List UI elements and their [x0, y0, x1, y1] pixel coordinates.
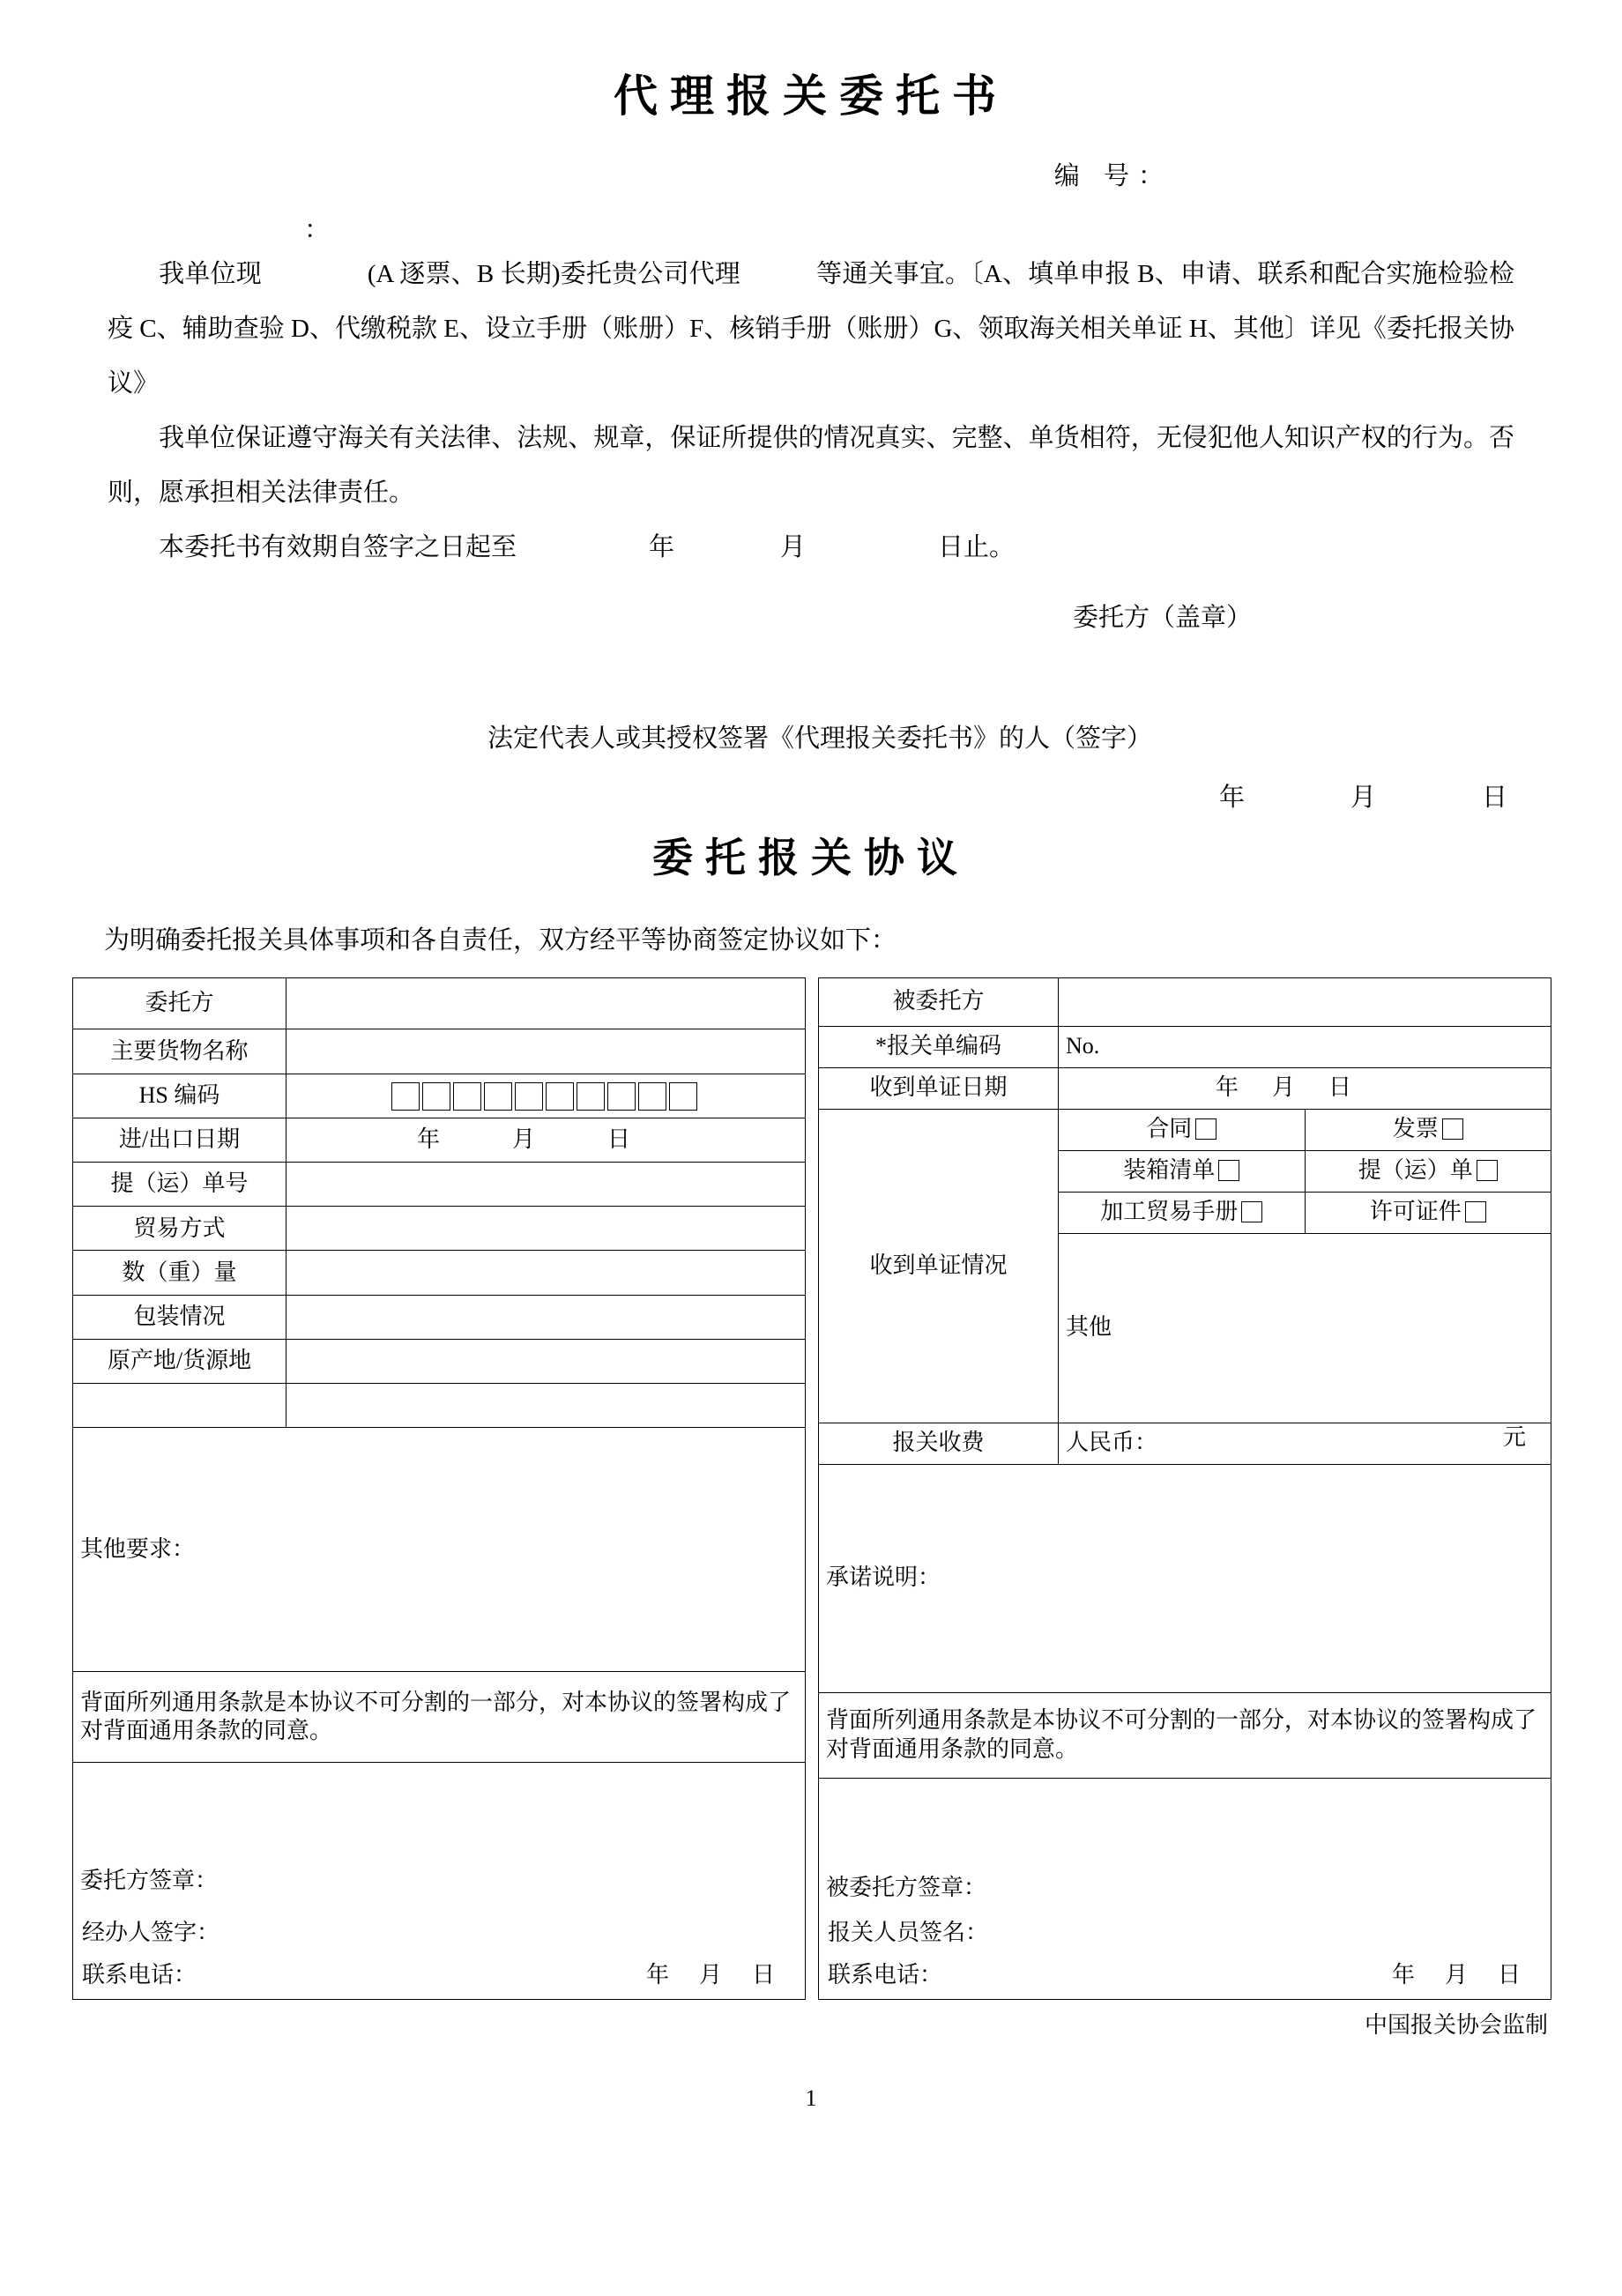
doc-invoice[interactable] — [1305, 1109, 1551, 1150]
agreement-intro: 为明确委托报关具体事项和各自责任，双方经平等协商签定协议如下： — [104, 925, 897, 955]
paragraph-2 — [108, 411, 1514, 520]
doc-license-label: 许可证件 — [1369, 1199, 1462, 1225]
legal-representative-signature-label: 法定代表人或其授权签署《代理报关委托书》的人（签字） — [487, 724, 1152, 753]
table-row — [73, 1118, 806, 1162]
entrusted-signature-cell[interactable] — [819, 1778, 1551, 1999]
row-label-packing: 包装情况 — [73, 1295, 286, 1339]
body-paragraphs — [0, 247, 1622, 575]
para2-text: 我单位保证遵守海关有关法律、法规、规章，保证所提供的情况真实、完整、单货相符，无侵犯他人知识产权的行为。否则，愿承担相关法律责任。 — [108, 424, 1514, 507]
row-label-documents-received: 收到单证情况 — [819, 1109, 1059, 1423]
table-row — [819, 1026, 1551, 1067]
row-label-receipt-date: 收到单证日期 — [819, 1067, 1059, 1109]
table-row — [73, 1029, 806, 1074]
other-requirements-cell[interactable]: 其他要求： — [73, 1428, 806, 1672]
row-label-bill-no: 提（运）单号 — [73, 1162, 286, 1206]
entruster-tel-label: 联系电话： — [82, 1962, 197, 1988]
para3-month: 月 — [780, 533, 807, 561]
doc-license[interactable] — [1305, 1192, 1551, 1233]
bill-of-lading-checkbox[interactable] — [1477, 1160, 1498, 1181]
row-label-declaration-no: *报关单编码 — [819, 1026, 1059, 1067]
paragraph-3 — [108, 520, 1514, 575]
row-value-declaration-fee[interactable] — [1059, 1423, 1551, 1464]
table-row — [73, 1339, 806, 1383]
sig-day: 日 — [1481, 784, 1507, 812]
table-row — [819, 1423, 1551, 1464]
receipt-month: 月 — [1272, 1074, 1296, 1101]
entrusted-tel-label: 联系电话： — [828, 1962, 943, 1988]
para3-day: 日止。 — [938, 533, 1016, 561]
para3-year: 年 — [649, 533, 675, 561]
doc-processing-manual[interactable] — [1059, 1192, 1306, 1233]
para3-part-a: 本委托书有效期自签字之日起至 — [159, 533, 517, 561]
hs-box[interactable] — [391, 1082, 420, 1111]
date-year: 年 — [417, 1126, 441, 1153]
commitment-cell[interactable]: 承诺说明： — [819, 1464, 1551, 1692]
para1-part-a: 我单位现 — [159, 260, 262, 288]
license-checkbox[interactable] — [1465, 1201, 1486, 1222]
contract-checkbox[interactable] — [1195, 1118, 1216, 1140]
hs-box[interactable] — [422, 1082, 450, 1111]
table-row — [819, 1464, 1551, 1692]
row-label-goods-name: 主要货物名称 — [73, 1029, 286, 1074]
doc-processing-manual-label: 加工贸易手册 — [1100, 1199, 1239, 1225]
fee-currency-label: 人民币： — [1066, 1430, 1158, 1456]
para1-part-b: (A 逐票、B 长期)委托贵公司代理 — [367, 260, 740, 288]
sign-day: 日 — [751, 1962, 775, 1988]
row-label-entruster: 委托方 — [73, 977, 286, 1029]
sig-year: 年 — [1218, 784, 1245, 812]
table-row — [73, 1763, 806, 1999]
table-row — [73, 1428, 806, 1672]
table-row — [73, 1671, 806, 1763]
row-value-blank[interactable] — [286, 1383, 806, 1427]
hs-box[interactable] — [607, 1082, 636, 1111]
doc-other-cell[interactable]: 其他 — [1059, 1233, 1551, 1423]
row-value-trade-mode[interactable] — [286, 1207, 806, 1251]
row-value-goods-name[interactable] — [286, 1029, 806, 1074]
row-value-origin[interactable] — [286, 1339, 806, 1383]
table-row — [73, 977, 806, 1029]
serial-number-label: 编 号： — [1053, 162, 1172, 190]
sign-month: 月 — [1444, 1962, 1468, 1988]
doc-invoice-label: 发票 — [1392, 1116, 1439, 1142]
doc-bill-of-lading-label: 提（运）单 — [1358, 1157, 1473, 1184]
row-label-import-export-date: 进/出口日期 — [73, 1118, 286, 1162]
doc-contract[interactable] — [1059, 1109, 1306, 1150]
entruster-sign-date — [616, 1961, 775, 1990]
declarant-signature-label: 报关人员签名： — [828, 1920, 989, 1946]
signature-date-line — [0, 777, 1622, 814]
table-row — [819, 1109, 1551, 1150]
entruster-signature-cell[interactable] — [73, 1763, 806, 1999]
hs-box[interactable] — [669, 1082, 697, 1111]
processing-manual-checkbox[interactable] — [1241, 1201, 1262, 1222]
row-label-quantity-weight: 数（重）量 — [73, 1251, 286, 1295]
row-value-quantity-weight[interactable] — [286, 1251, 806, 1295]
sign-month: 月 — [698, 1962, 722, 1988]
row-label-blank — [73, 1383, 286, 1427]
hs-box[interactable] — [546, 1082, 574, 1111]
date-day: 日 — [607, 1126, 631, 1153]
table-row — [73, 1074, 806, 1118]
left-clause-text: 背面所列通用条款是本协议不可分割的一部分，对本协议的签署构成了对背面通用条款的同意。 — [73, 1671, 806, 1763]
entrusted-sign-date — [1362, 1961, 1521, 1990]
para1-part-c: 等通关事宜。〔A、填单申报 B、申请、联系和配合实施检验检疫 C、辅助查验 D、代缴税款 E、设立手册（账册）F、核销手册（账册）G、领取海关相关单证 H、其他〕详见《委托报关协议》 — [108, 260, 1514, 398]
doc-packing-list-label: 装箱清单 — [1123, 1157, 1216, 1184]
row-label-declaration-fee: 报关收费 — [819, 1423, 1059, 1464]
row-value-receipt-date[interactable] — [1059, 1067, 1551, 1109]
entrusted-sign-label: 被委托方签章： — [826, 1875, 987, 1901]
row-value-import-export-date[interactable] — [286, 1118, 806, 1162]
hs-box[interactable] — [484, 1082, 512, 1111]
sign-year: 年 — [645, 1962, 669, 1988]
table-row — [819, 1692, 1551, 1778]
entruster-stamp-label: 委托方（盖章） — [1072, 604, 1252, 632]
row-label-hs-code: HS 编码 — [73, 1074, 286, 1118]
row-label-trade-mode: 贸易方式 — [73, 1207, 286, 1251]
agreement-tables — [72, 977, 1550, 2000]
table-row — [819, 977, 1551, 1026]
table-row — [73, 1383, 806, 1427]
entruster-sign-label: 委托方签章： — [80, 1867, 219, 1893]
sign-year: 年 — [1391, 1962, 1415, 1988]
operator-signature-label: 经办人签字： — [82, 1920, 220, 1946]
invoice-checkbox[interactable] — [1442, 1118, 1463, 1140]
row-value-declaration-no[interactable]: No. — [1059, 1026, 1551, 1067]
doc-contract-label: 合同 — [1146, 1116, 1193, 1142]
sign-day: 日 — [1497, 1962, 1521, 1988]
doc-packing-list[interactable] — [1059, 1150, 1306, 1192]
table-row — [73, 1251, 806, 1295]
page-number: 1 — [805, 2084, 817, 2111]
paragraph-1 — [108, 247, 1514, 411]
table-row — [819, 1778, 1551, 1999]
table-row — [819, 1067, 1551, 1109]
sig-month: 月 — [1350, 784, 1376, 812]
date-month: 月 — [512, 1126, 536, 1153]
row-value-bill-no[interactable] — [286, 1162, 806, 1206]
entruster-table — [72, 977, 806, 2000]
doc-bill-of-lading[interactable] — [1305, 1150, 1551, 1192]
row-label-origin: 原产地/货源地 — [73, 1339, 286, 1383]
blank-colon-line: ： — [304, 216, 331, 244]
table-row — [73, 1207, 806, 1251]
packing-list-checkbox[interactable] — [1218, 1160, 1239, 1181]
right-clause-text: 背面所列通用条款是本协议不可分割的一部分，对本协议的签署构成了对背面通用条款的同意。 — [819, 1692, 1551, 1778]
row-value-entruster[interactable] — [286, 977, 806, 1029]
receipt-day: 日 — [1328, 1074, 1352, 1101]
fee-unit-label: 元 — [1502, 1423, 1526, 1450]
page-title: 代理报关委托书 — [614, 71, 1008, 121]
hs-box[interactable] — [453, 1082, 481, 1111]
row-label-entrusted-party: 被委托方 — [819, 977, 1059, 1026]
hs-code-boxes[interactable] — [286, 1074, 806, 1118]
supervising-organization-note: 中国报关协会监制 — [1364, 2011, 1548, 2038]
row-value-packing[interactable] — [286, 1295, 806, 1339]
hs-box[interactable] — [638, 1082, 666, 1111]
table-row — [73, 1162, 806, 1206]
agreement-title: 委托报关协议 — [652, 836, 970, 881]
hs-box[interactable] — [577, 1082, 605, 1111]
entrusted-table — [818, 977, 1551, 2000]
hs-box[interactable] — [515, 1082, 543, 1111]
table-row — [73, 1295, 806, 1339]
receipt-year: 年 — [1216, 1074, 1239, 1101]
row-value-entrusted-party[interactable] — [1059, 977, 1551, 1026]
